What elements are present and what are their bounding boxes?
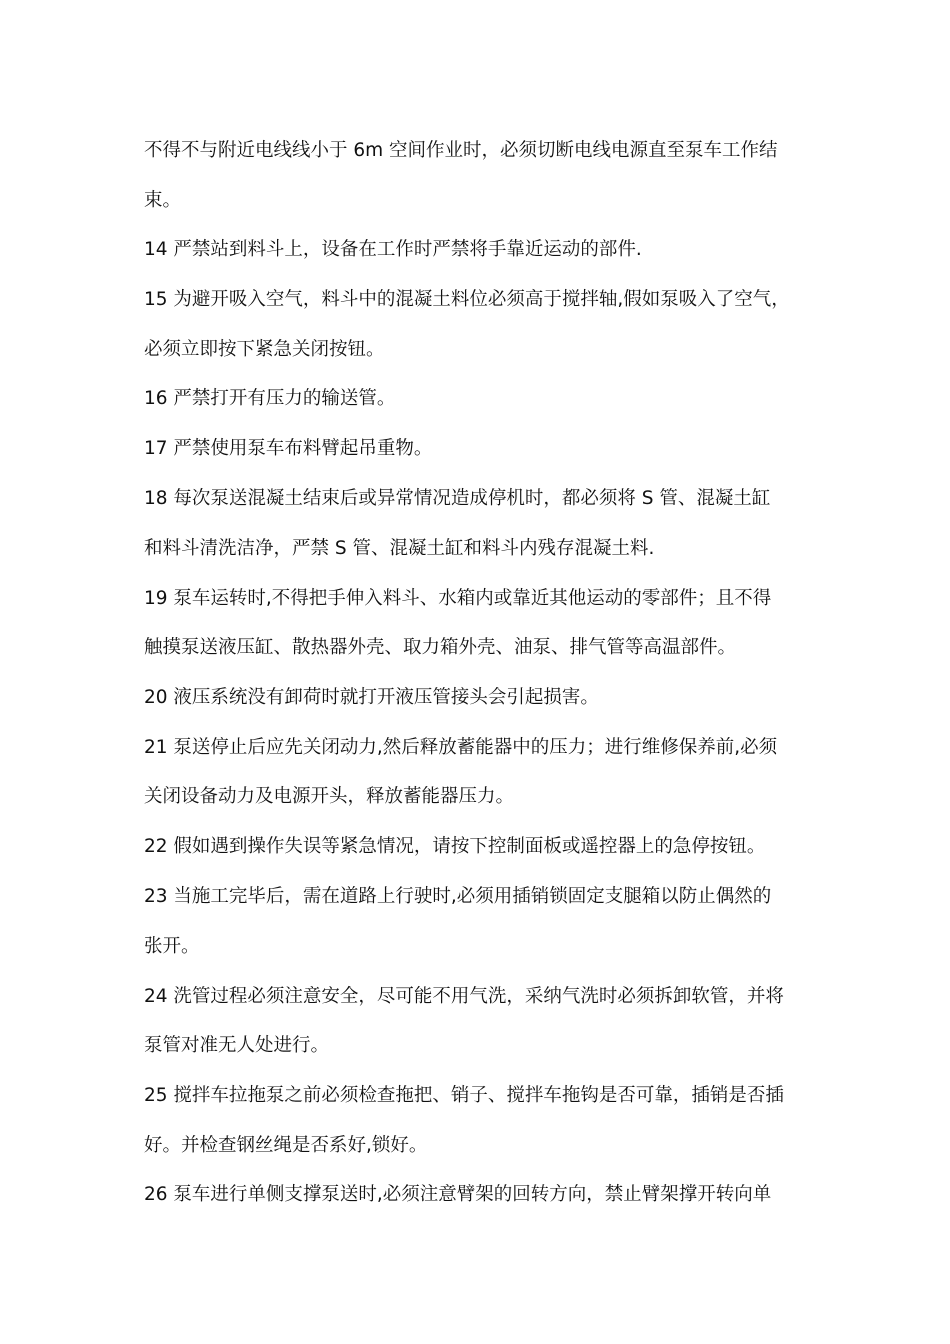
- text-line: 19 泵车运转时,不得把手伸入料斗、水箱内或靠近其他运动的零部件；且不得: [144, 588, 772, 609]
- text-line: 18 每次泵送混凝土结束后或异常情况造成停机时，都必须将 S 管、混凝土缸: [144, 488, 771, 509]
- text-line: 泵管对准无人处进行。: [144, 1035, 330, 1056]
- text-line: 23 当施工完毕后，需在道路上行驶时,必须用插销锁固定支腿箱以防止偶然的: [144, 886, 772, 907]
- text-line: 和料斗清洗洁净，严禁 S 管、混凝土缸和料斗内残存混凝土料.: [144, 538, 655, 559]
- text-line: 触摸泵送液压缸、散热器外壳、取力箱外壳、油泵、排气管等高温部件。: [144, 637, 737, 658]
- text-line: 好。并检查钢丝绳是否系好,锁好。: [144, 1135, 428, 1156]
- text-line: 17 严禁使用泵车布料臂起吊重物。: [144, 438, 433, 459]
- text-line: 束。: [144, 190, 182, 211]
- text-line: 张开。: [144, 936, 200, 957]
- text-line: 22 假如遇到操作失误等紧急情况，请按下控制面板或遥控器上的急停按钮。: [144, 836, 766, 857]
- text-line: 25 搅拌车拉拖泵之前必须检查拖把、销子、搅拌车拖钩是否可靠，插销是否插: [144, 1085, 784, 1106]
- text-line: 16 严禁打开有压力的输送管。: [144, 388, 396, 409]
- text-line: 必须立即按下紧急关闭按钮。: [144, 339, 385, 360]
- text-line: 26 泵车进行单侧支撑泵送时,必须注意臂架的回转方向，禁止臂架撑开转向单: [144, 1184, 772, 1205]
- text-line: 24 洗管过程必须注意安全，尽可能不用气洗，采纳气洗时必须拆卸软管，并将: [144, 986, 784, 1007]
- text-line: 15 为避开吸入空气，料斗中的混凝土料位必须高于搅拌轴,假如泵吸入了空气，: [144, 289, 790, 310]
- text-line: 关闭设备动力及电源开头，释放蓄能器压力。: [144, 786, 515, 807]
- text-line: 20 液压系统没有卸荷时就打开液压管接头会引起损害。: [144, 687, 599, 708]
- text-line: 21 泵送停止后应先关闭动力,然后释放蓄能器中的压力；进行维修保养前,必须: [144, 737, 778, 758]
- text-line: 不得不与附近电线线小于 6m 空间作业时，必须切断电线电源直至泵车工作结: [144, 140, 778, 161]
- text-line: 14 严禁站到料斗上，设备在工作时严禁将手靠近运动的部件.: [144, 239, 642, 260]
